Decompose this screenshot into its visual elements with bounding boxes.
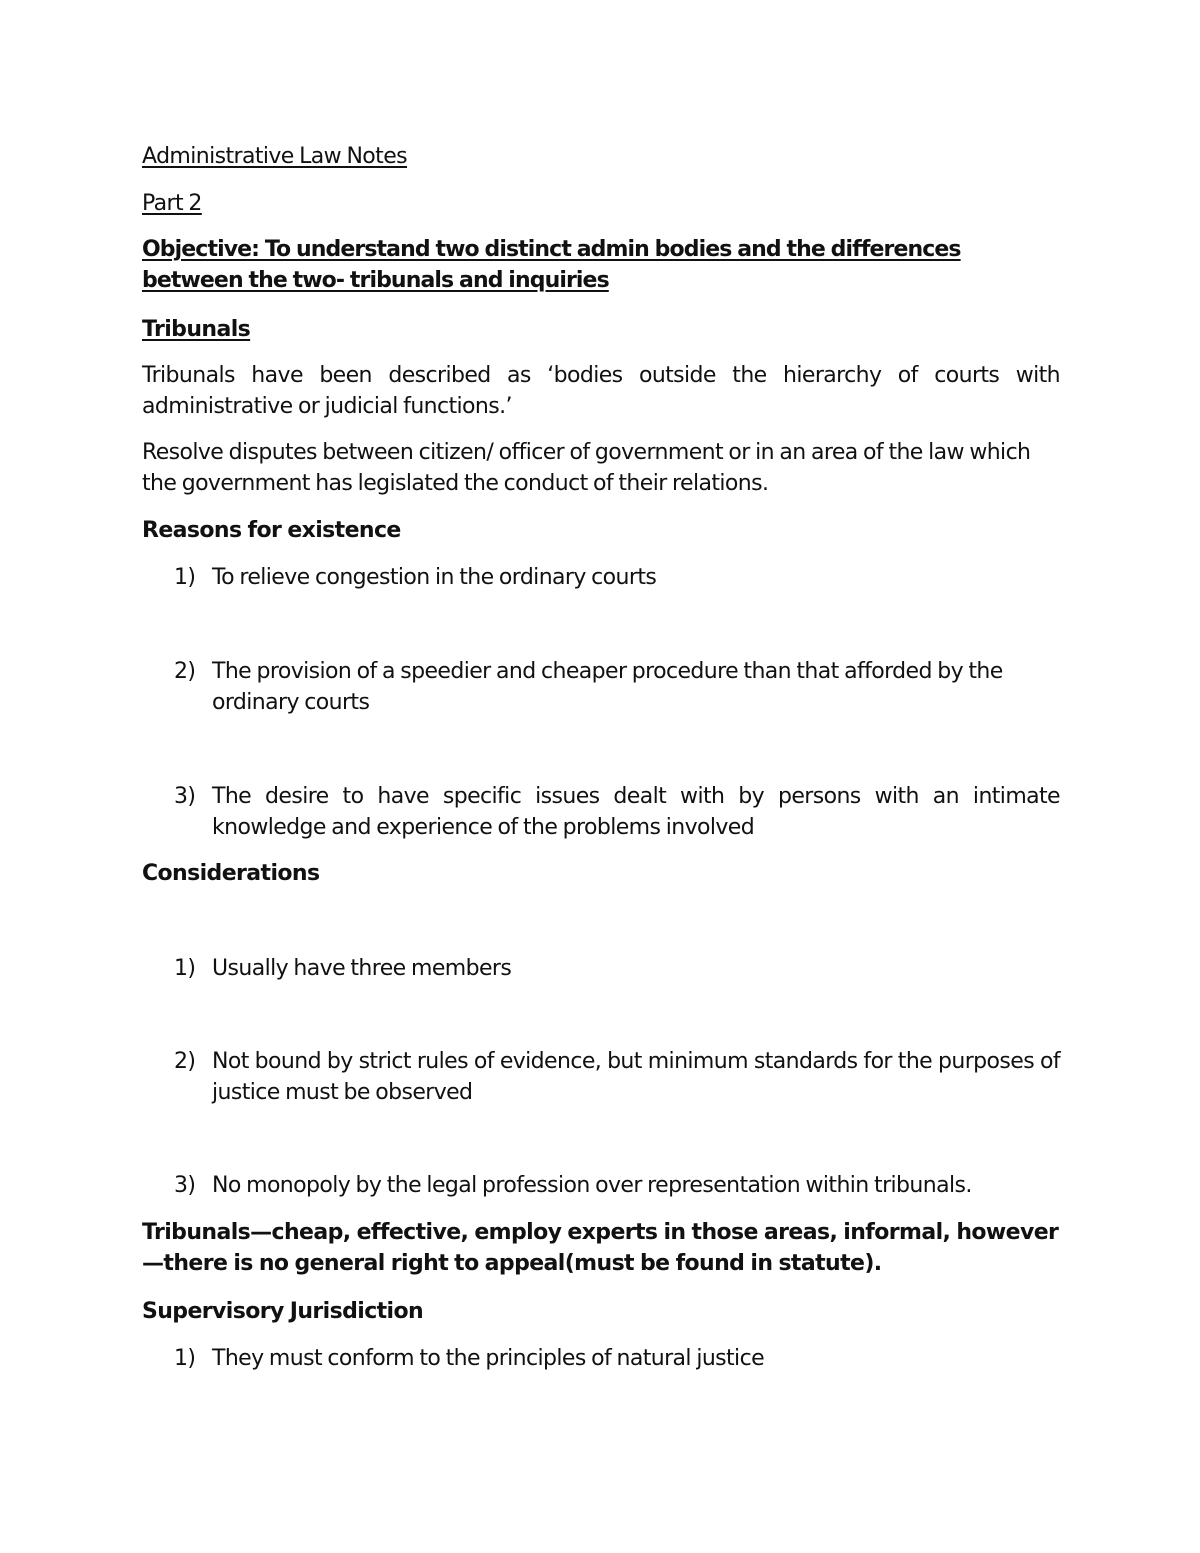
list-item-text: The provision of a speedier and cheaper procedure than that afforded by the ordinary courts bbox=[212, 659, 1003, 715]
tribunals-definition-paragraph: Tribunals have been described as ‘bodies outside the hierarchy of courts with administrative or judicial functions.’ bbox=[142, 363, 1060, 419]
list-number: 2) bbox=[174, 1049, 196, 1074]
objective-heading: Objective: To understand two distinct admin bodies and the differences between the two- tribunals and inquiries bbox=[142, 237, 961, 293]
document-title: Administrative Law Notes bbox=[142, 144, 407, 169]
tribunals-heading: Tribunals bbox=[142, 317, 251, 342]
list-number: 1) bbox=[174, 1346, 196, 1371]
list-item-text: To relieve congestion in the ordinary courts bbox=[212, 565, 657, 590]
part-label: Part 2 bbox=[142, 191, 202, 216]
reasons-heading: Reasons for existence bbox=[142, 518, 401, 543]
tribunals-summary: Tribunals—cheap, effective, employ experts in those areas, informal, however—there is no general right to appeal(must be found in statute). bbox=[142, 1220, 1059, 1276]
list-number: 2) bbox=[174, 659, 196, 684]
list-number: 1) bbox=[174, 956, 196, 981]
list-number: 3) bbox=[174, 784, 196, 809]
tribunals-purpose-paragraph: Resolve disputes between citizen/ officer of government or in an area of the law which the government has legislated the conduct of their relations. bbox=[142, 440, 1031, 496]
list-item-text: No monopoly by the legal profession over representation within tribunals. bbox=[212, 1173, 972, 1198]
list-number: 1) bbox=[174, 565, 196, 590]
list-item-text: Not bound by strict rules of evidence, but minimum standards for the purposes of justice must be observed bbox=[212, 1049, 1060, 1105]
list-number: 3) bbox=[174, 1173, 196, 1198]
supervisory-heading: Supervisory Jurisdiction bbox=[142, 1299, 424, 1324]
list-item-text: Usually have three members bbox=[212, 956, 512, 981]
considerations-heading: Considerations bbox=[142, 861, 320, 886]
list-item-text: They must conform to the principles of natural justice bbox=[212, 1346, 764, 1371]
list-item-text: The desire to have specific issues dealt with by persons with an intimate knowledge and experience of the problems involved bbox=[212, 784, 1060, 840]
